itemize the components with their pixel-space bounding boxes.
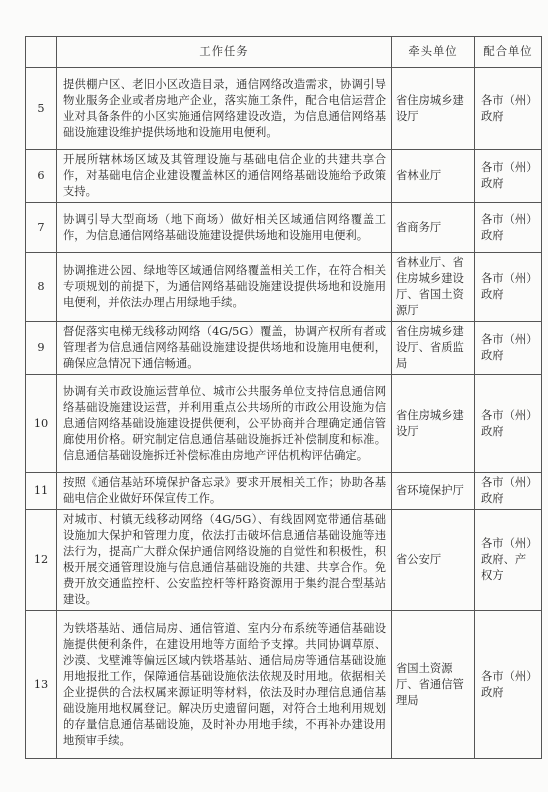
task-text: 协调引导大型商场（地下商场）做好相关区域通信网络覆盖工作，为信息通信网络基础设施建设提供场地和设施用电便利。 (57, 203, 392, 253)
table-row (26, 510, 542, 611)
task-text: 协调推进公园、绿地等区域通信网络覆盖相关工作，在符合相关专项规划的前提下，为通信网络基础设施建设提供场地和设施用电便利，并依法办理占用绿地手续。 (57, 253, 392, 322)
row-number: 8 (26, 253, 57, 322)
row-number: 7 (26, 203, 57, 253)
task-text: 提供棚户区、老旧小区改造目录，通信网络改造需求，协调引导物业服务企业或者房地产企业，落实施工条件，配合电信运营企业对具备条件的小区实施通信网络建设改造，为信息通信网络基础设施建设维护提供场地和设施用电便利。 (57, 68, 392, 150)
table-header-row (26, 37, 542, 68)
coop-unit: 各市（州）政府 (475, 473, 542, 510)
task-text: 开展所辖林场区域及其管理设施与基础电信企业的共建共享合作，对基础电信企业建设覆盖林区的通信网络基础设施给予政策支持。 (57, 150, 392, 203)
lead-unit: 省住房城乡建设厅 (392, 375, 475, 473)
table-row (26, 253, 542, 322)
coop-unit: 各市（州）政府 (475, 375, 542, 473)
task-text: 对城市、村镇无线移动网络（4G/5G）、有线固网宽带通信基础设施加大保护和管理力度，依法打击破坏信息通信基础设施等违法行为，提高广大群众保护通信网络设施的自觉性和积极性，积极开展交通管理设施与信息通信基础设施的共建、共享合作。免费开放交通监控杆、公安监控杆等杆路资源用于集约混合型基站建设。 (57, 510, 392, 611)
task-text: 督促落实电梯无线移动网络（4G/5G）覆盖，协调产权所有者或管理者为信息通信网络基础设施建设提供场地和设施用电便利，确保应急情况下通信畅通。 (57, 322, 392, 375)
table-row (26, 375, 542, 473)
row-number: 13 (26, 611, 57, 759)
row-number: 5 (26, 68, 57, 150)
row-number: 11 (26, 473, 57, 510)
table-row (26, 150, 542, 203)
coop-unit: 各市（州）政府 (475, 68, 542, 150)
row-number: 12 (26, 510, 57, 611)
lead-unit: 省商务厅 (392, 203, 475, 253)
coop-unit: 各市（州）政府 (475, 150, 542, 203)
table-row (26, 68, 542, 150)
row-number: 6 (26, 150, 57, 203)
task-text: 为铁塔基站、通信局房、通信管道、室内分布系统等通信基础设施提供便利条件，在建设用地等方面给予支撑。共同协调草原、沙漠、戈壁滩等偏远区域内铁塔基站、通信局房等通信基础设施用地报批工作，保障通信基础设施依法依规及时用地。依据相关企业提供的合法权属来源证明等材料，依法及时办理信息通信基础设施用地权属登记。解决历史遗留问题，对符合土地利用规划的存量信息通信基础设施，及时补办用地手续，不再补办建设用地预审手续。 (57, 611, 392, 759)
coop-unit: 各市（州）政府 (475, 611, 542, 759)
lead-unit: 省住房城乡建设厅、省质监局 (392, 322, 475, 375)
table-row (26, 322, 542, 375)
lead-unit: 省住房城乡建设厅 (392, 68, 475, 150)
lead-unit: 省环境保护厅 (392, 473, 475, 510)
row-number: 9 (26, 322, 57, 375)
coop-unit: 各市（州）政府 (475, 253, 542, 322)
header-lead-unit: 牵头单位 (392, 37, 475, 68)
coop-unit: 各市（州）政府、产权方 (475, 510, 542, 611)
header-task: 工作任务 (57, 37, 392, 68)
coop-unit: 各市（州）政府 (475, 203, 542, 253)
task-table (25, 36, 542, 759)
header-coop-unit: 配合单位 (475, 37, 542, 68)
row-number: 10 (26, 375, 57, 473)
header-number (26, 37, 57, 68)
lead-unit: 省林业厅 (392, 150, 475, 203)
coop-unit: 各市（州）政府 (475, 322, 542, 375)
table-row (26, 611, 542, 759)
task-text: 协调有关市政设施运营单位、城市公共服务单位支持信息通信网络基础设施建设运营，并利用重点公共场所的市政公用设施为信息通信网络基础设施建设提供便利，公平协商并合理确定通信管廊使用价格。研究制定信息通信基础设施拆迁补偿制度和标准。信息通信基础设施拆迁补偿标准由房地产评估机构评估确定。 (57, 375, 392, 473)
lead-unit: 省国土资源厅、省通信管理局 (392, 611, 475, 759)
task-text: 按照《通信基站环境保护备忘录》要求开展相关工作；协助各基础电信企业做好环保宣传工作。 (57, 473, 392, 510)
lead-unit: 省公安厅 (392, 510, 475, 611)
table-row (26, 203, 542, 253)
lead-unit: 省林业厅、省住房城乡建设厅、省国土资源厅 (392, 253, 475, 322)
table-row (26, 473, 542, 510)
